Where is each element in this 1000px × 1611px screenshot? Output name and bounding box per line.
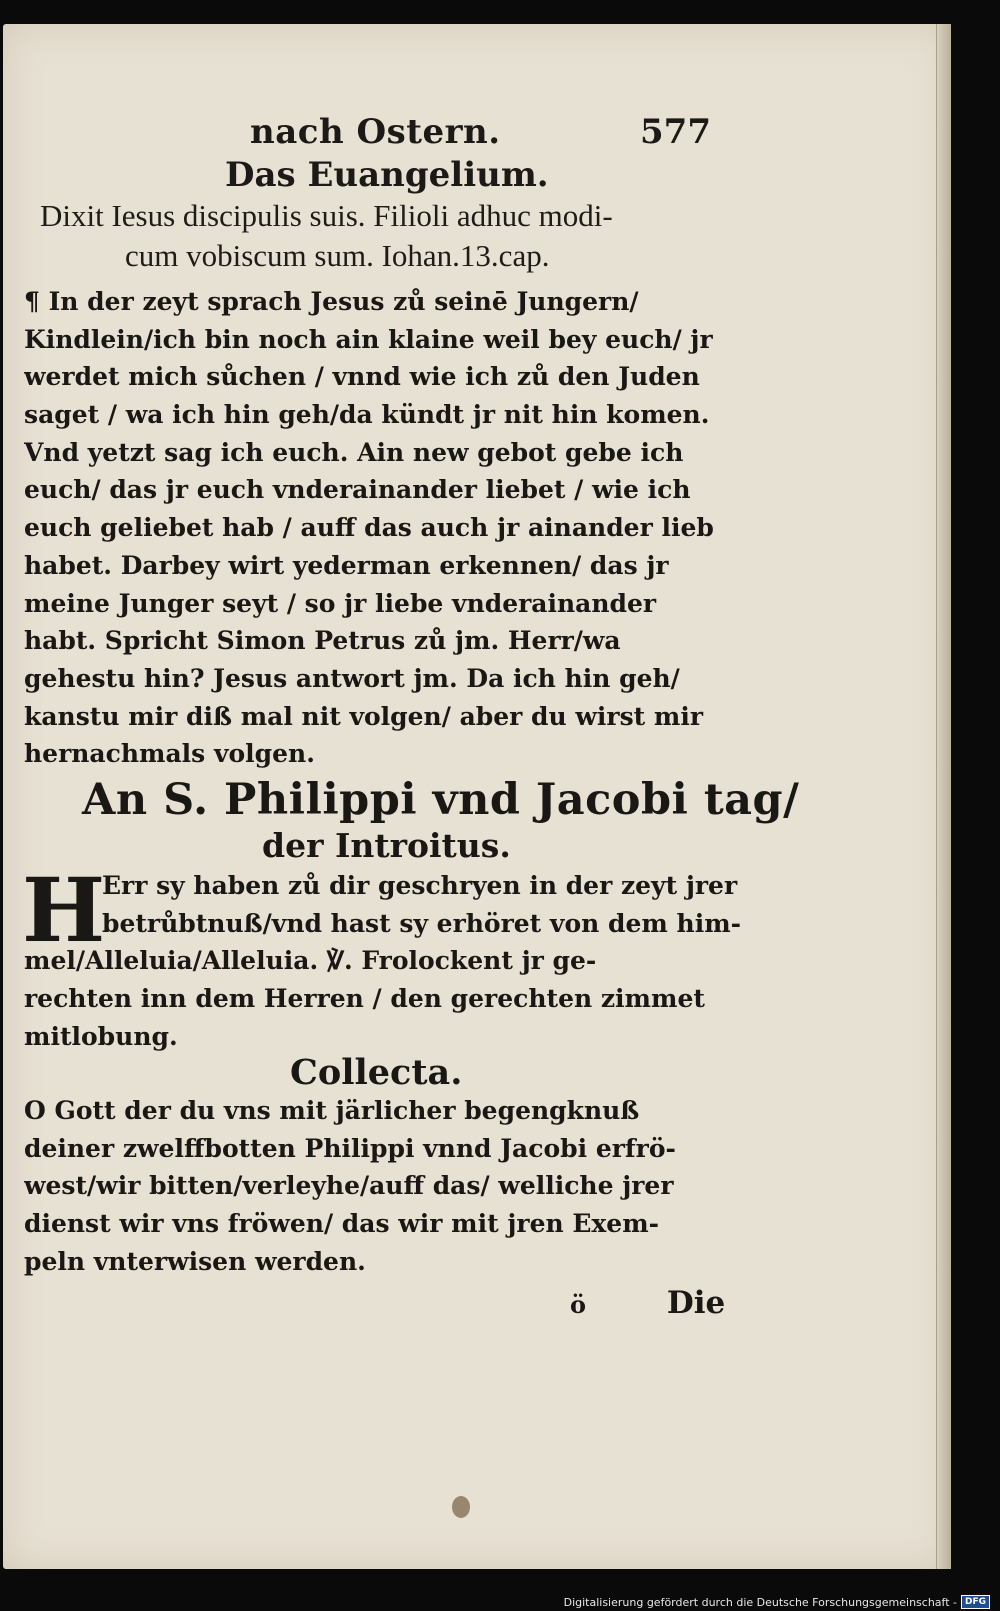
gospel-line: hernachmals volgen. [24, 739, 315, 769]
introitus-line: betrůbtnuß/vnd hast sy erhöret von dem him- [102, 908, 742, 938]
collecta-line: deiner zwelffbotten Philippi vnnd Jacobi erfrö- [24, 1133, 676, 1163]
gospel-line: kanstu mir diß mal nit volgen/ aber du wirst mir [24, 701, 704, 731]
introitus-line: rechten inn dem Herren / den gerechten zimmet [24, 984, 705, 1014]
collecta-line: dienst wir vns fröwen/ das wir mit jren Exem- [24, 1209, 660, 1239]
collecta-text [24, 1092, 754, 1280]
collecta-line: peln vnterwisen werden. [24, 1246, 366, 1276]
collecta-line: west/wir bitten/verleyhe/auff das/ welliche jrer [24, 1171, 674, 1201]
introitus-title: der Introitus. [262, 826, 511, 865]
page-number: 577 [640, 112, 711, 152]
latin-incipit-line-1: Dixit Iesus discipulis suis. Filioli adhuc modi- [40, 198, 613, 233]
introitus-line: mitlobung. [24, 1021, 178, 1051]
introitus-line: Err sy haben zů dir geschryen in der zeyt jrer [102, 871, 738, 900]
introitus-drop-cap: H [22, 858, 106, 962]
dfg-logo: DFG [961, 1595, 990, 1609]
page-footer-marks [570, 1285, 725, 1321]
gospel-line: Vnd yetzt sag ich euch. Ain new gebot gebe ich [24, 437, 684, 467]
gospel-text [24, 283, 754, 773]
latin-incipit-line-2: cum vobiscum sum. Iohan.13.cap. [125, 238, 550, 273]
gospel-line: euch geliebet hab / auff das auch jr ainander lieb [24, 513, 714, 543]
gospel-line: saget / wa ich hin geh/da kündt jr nit hin komen. [24, 400, 710, 430]
gospel-line: werdet mich sůchen / vnnd wie ich zů den Juden [24, 362, 700, 392]
digitization-credit [564, 1595, 990, 1609]
feast-title: An S. Philippi vnd Jacobi tag/ [82, 775, 800, 825]
credit-text: Digitalisierung gefördert durch die Deutsche Forschungsgemeinschaft - [563, 1595, 957, 1609]
collecta-line: O Gott der du vns mit järlicher begengknuß [24, 1096, 640, 1125]
gospel-line: ¶ In der zeyt sprach Jesus zů seinē Jungern/ [24, 287, 639, 316]
catchword: Die [666, 1285, 726, 1321]
gospel-line: meine Junger seyt / so jr liebe vnderainander [24, 588, 657, 618]
introitus-line: mel/Alleluia/Alleluia. ℣. Frolockent jr ge- [24, 946, 597, 976]
collecta-title: Collecta. [290, 1052, 463, 1093]
page-spine-edge [936, 24, 951, 1569]
gospel-line: habt. Spricht Simon Petrus zů jm. Herr/wa [24, 626, 621, 656]
introitus-text [22, 858, 754, 1055]
ink-smudge [452, 1496, 470, 1518]
gospel-line: gehestu hin? Jesus antwort jm. Da ich hin geh/ [24, 663, 680, 693]
gospel-line: Kindlein/ich bin noch ain klaine weil bey euch/ jr [24, 324, 713, 354]
gospel-line: habet. Darbey wirt yederman erkennen/ das jr [24, 550, 669, 580]
evangelium-title: Das Euangelium. [225, 155, 549, 195]
signature-mark: ö [570, 1290, 587, 1319]
gospel-line: euch/ das jr euch vnderainander liebet / wie ich [24, 475, 691, 505]
running-header: nach Ostern. [250, 112, 501, 152]
